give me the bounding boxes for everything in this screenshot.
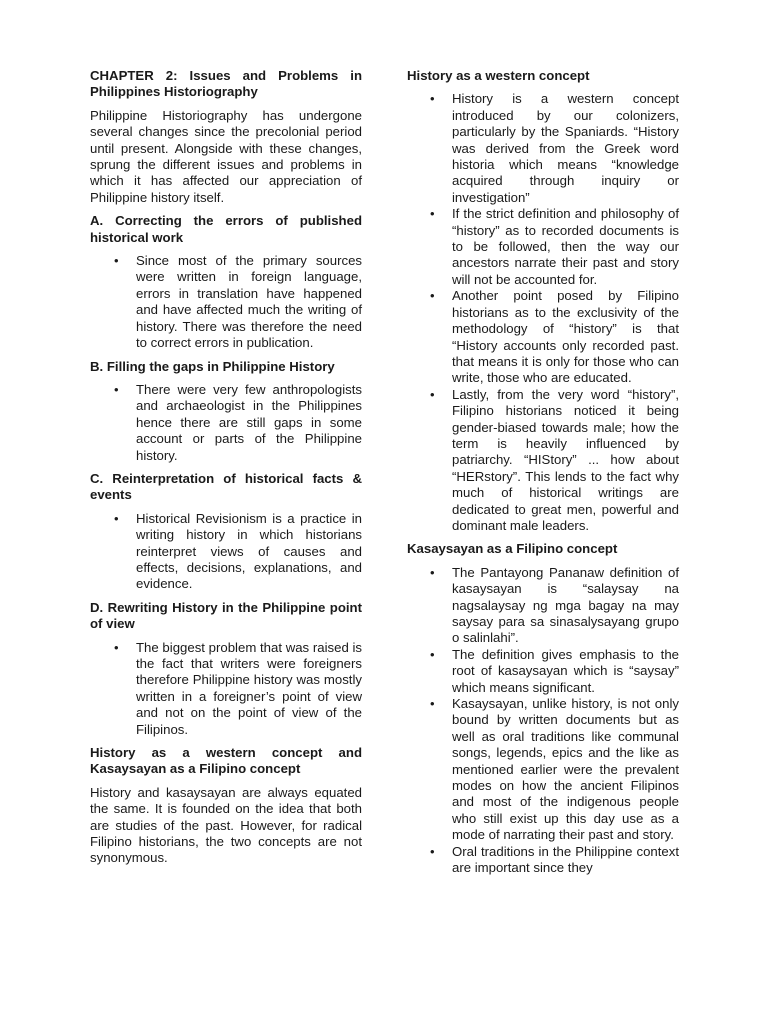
western-concept-heading: History as a western concept <box>407 68 590 83</box>
section-e-heading: History as a western concept and Kasaysayan as a Filipino concept <box>90 745 362 777</box>
bullet-icon: • <box>114 381 119 397</box>
bullet-icon: • <box>430 91 435 107</box>
section-d-list <box>90 640 362 738</box>
section-e-paragraph: History and kasaysayan are always equated the same. It is founded on the idea that both are studies of the past. However, for radical Filipino historians, the two concepts are not synonymous. <box>90 784 362 866</box>
section-c-heading: C. Reinterpretation of historical facts & events <box>90 470 362 503</box>
filipino-concept-list <box>407 565 679 877</box>
right-column <box>407 68 679 884</box>
bullet-icon: • <box>430 206 435 222</box>
list-item: • Oral traditions in the Philippine context are important since they <box>430 843 679 876</box>
list-item: • Lastly, from the very word “history”, Filipino historians noticed it being gender-biased towards male; how the term is heavily influenced by patriarchy. “HIStory” ... how about “HERstory”. This lends to the fact why much of historical writings are dedicated to great men, powerful and dominant male leaders. <box>430 386 679 533</box>
bullet-icon: • <box>114 510 119 526</box>
chapter-title: CHAPTER 2: Issues and Problems in Philippines Historiography <box>90 68 362 100</box>
list-item: • History is a western concept introduced by our colonizers, particularly by the Spaniards. “History was derived from the Greek word historia which means “knowledge acquired through inquiry or investigation” <box>430 91 679 205</box>
list-item: • Since most of the primary sources were written in foreign language, errors in translation have happened and have affected much the writing of history. There was therefore the need to correct errors in publication. <box>114 253 362 351</box>
list-item: • The Pantayong Pananaw definition of kasaysayan is “salaysay na nagsalaysay ng mga bagay na may saysay para sa sinasalysayang grupo o salinlahi”. <box>430 564 679 646</box>
bullet-icon: • <box>430 288 435 304</box>
list-item: • If the strict definition and philosophy of “history” as to recorded documents is to be followed, then the way our ancestors narrate their past and story will not be accounted for. <box>430 206 679 287</box>
bullet-icon: • <box>430 564 435 580</box>
section-a-list <box>90 253 362 351</box>
bullet-icon: • <box>114 639 119 655</box>
section-d-heading: D. Rewriting History in the Philippine point of view <box>90 599 362 632</box>
left-column <box>90 68 362 874</box>
section-b-list <box>90 382 362 464</box>
bullet-icon: • <box>430 646 435 662</box>
list-item: • The biggest problem that was raised is the fact that writers were foreigners therefore Philippine history was mostly written in a foreigner’s point of view and not on the point of view of the Filipinos. <box>114 639 362 737</box>
list-item: • Historical Revisionism is a practice in writing history in which historians reinterpret views of causes and effects, decisions, explanations, and evidence. <box>114 510 362 592</box>
section-b-heading: B. Filling the gaps in Philippine History <box>90 358 335 374</box>
bullet-icon: • <box>430 386 435 402</box>
list-item: • Another point posed by Filipino historians as to the exclusivity of the methodology of “history” is that “History accounts only recorded past. that means it is only for those who can write, those who are educated. <box>430 288 679 386</box>
western-concept-list <box>407 91 679 534</box>
bullet-icon: • <box>114 253 119 269</box>
filipino-concept-heading: Kasaysayan as a Filipino concept <box>407 541 618 557</box>
list-item: • There were very few anthropologists and archaeologist in the Philippines hence there are still gaps in some account or parts of the Philippine history. <box>114 381 362 463</box>
list-item: • Kasaysayan, unlike history, is not only bound by written documents but as well as oral traditions like communal songs, legends, epics and the like as mentioned earlier were the prevalent modes on how the ancient Filipinos and most of the indigenous people who still exist up this day use as a mode of narrating their past and story. <box>430 696 679 843</box>
bullet-icon: • <box>430 843 435 859</box>
list-item: • The definition gives emphasis to the root of kasaysayan which is “saysay” which means significant. <box>430 646 679 695</box>
section-c-list <box>90 511 362 593</box>
intro-paragraph: Philippine Historiography has undergone several changes since the precolonial period until present. Alongside with these changes, sprung the different issues and problems in which it has affected our appreciation of Philippine history itself. <box>90 107 362 205</box>
bullet-icon: • <box>430 696 435 712</box>
section-a-heading: A. Correcting the errors of published historical work <box>90 213 362 245</box>
